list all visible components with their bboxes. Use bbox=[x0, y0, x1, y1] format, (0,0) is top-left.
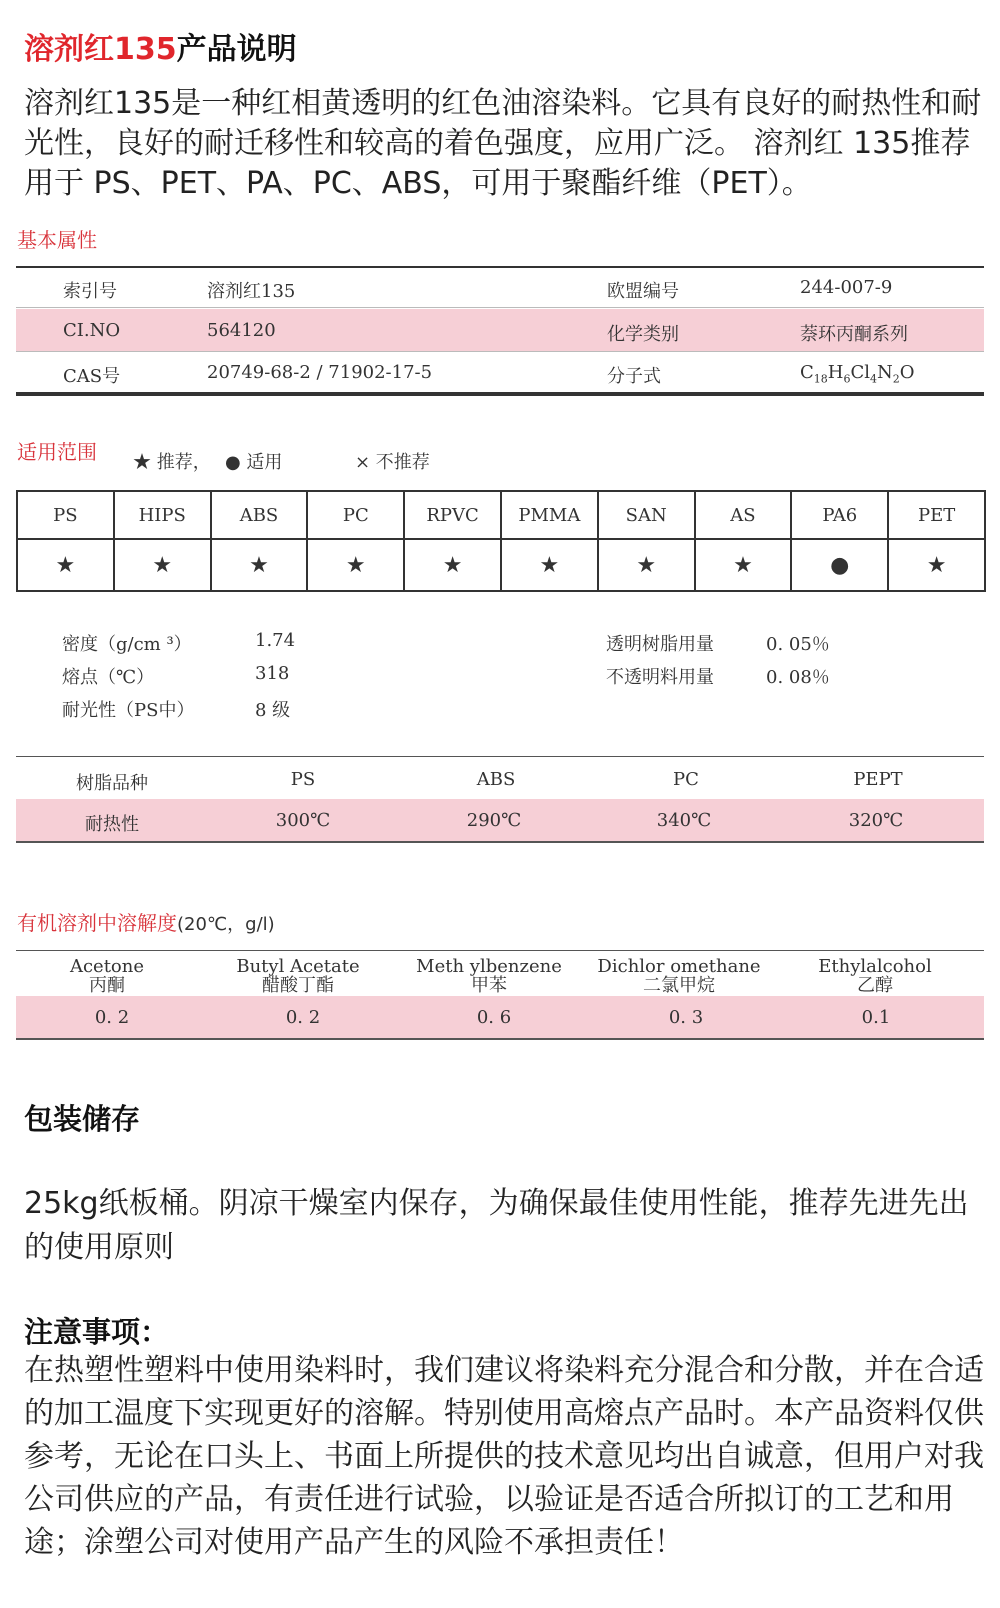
solubility-value: 0. 3 bbox=[668, 1007, 704, 1028]
basic-key: 分子式 bbox=[607, 366, 661, 387]
solvent-header: Dichlor omethane 二氯甲烷 bbox=[597, 956, 761, 996]
page-title bbox=[24, 24, 297, 68]
application-table bbox=[16, 490, 986, 592]
rating-symbol: ★ bbox=[598, 539, 695, 591]
resin-header: RPVC bbox=[404, 491, 501, 539]
solvent-header: Meth ylbenzene 甲苯 bbox=[416, 956, 562, 996]
property-label: 熔点（℃） bbox=[62, 667, 155, 688]
heat-table-top-rule bbox=[16, 756, 984, 757]
legend-recommended: ★ 推荐， bbox=[133, 452, 211, 473]
basic-key: 欧盟编号 bbox=[607, 281, 679, 302]
basic-value: 20749-68-2 / 71902-17-5 bbox=[207, 362, 433, 383]
heat-resin: PC bbox=[673, 769, 699, 790]
heat-row-label: 耐热性 bbox=[85, 814, 139, 835]
heat-value: 320℃ bbox=[848, 810, 904, 831]
solubility-value: 0.1 bbox=[861, 1007, 891, 1028]
solubility-table-top-rule bbox=[16, 950, 984, 951]
basic-value: 萘环丙酮系列 bbox=[800, 324, 908, 345]
property-label: 透明树脂用量 bbox=[606, 634, 714, 655]
solvent-header: Acetone 丙酮 bbox=[69, 956, 145, 996]
solvent-header: Ethylalcohol 乙醇 bbox=[818, 956, 932, 996]
basic-key: CI.NO bbox=[63, 320, 121, 341]
solvent-header: Butyl Acetate 醋酸丁酯 bbox=[236, 956, 360, 996]
heat-value: 340℃ bbox=[656, 810, 712, 831]
basic-value: 溶剂红135 bbox=[207, 281, 296, 302]
molecular-formula: $C_{18}H_6Cl_4N_2O$ bbox=[800, 362, 915, 386]
rating-symbol: ★ bbox=[211, 539, 308, 591]
notes-text: 在热塑性塑料中使用染料时，我们建议将染料充分混合和分散，并在合适的加工温度下实现更好的溶解。特别使用高熔点产品时。本产品资料仅供参考，无论在口头上、书面上所提供的技术意见均出自诚意，但用户对我公司供应的产品，有责任进行试验，以验证是否适合所拟订的工艺和用途；涂塑公司对使用产品产生的风险不承担责任！ bbox=[24, 1353, 984, 1560]
property-label: 不透明料用量 bbox=[606, 667, 714, 688]
basic-properties-heading: 基本属性 bbox=[17, 228, 97, 252]
solubility-unit: (20℃，g/l) bbox=[177, 914, 275, 935]
basic-value: 244-007-9 bbox=[800, 277, 893, 298]
title-accent: 溶剂红135 bbox=[24, 32, 177, 67]
legend-not-recommended: × 不推荐 bbox=[355, 452, 430, 473]
solubility-value: 0. 6 bbox=[476, 1007, 512, 1028]
intro-paragraph: 溶剂红135是一种红相黄透明的红色油溶染料。它具有良好的耐热性和耐光性，良好的耐迁移性和较高的着色强度，应用广泛。 溶剂红 135推荐用于 PS、PET、PA、PC、ABS，可用于聚酯纤维（PET）。 bbox=[24, 86, 982, 201]
heat-value: 300℃ bbox=[275, 810, 331, 831]
property-label: 密度（g/cm ³） bbox=[62, 634, 192, 655]
rating-symbol: ★ bbox=[17, 539, 114, 591]
packaging-text: 25kg纸板桶。阴凉干燥室内保存，为确保最佳使用性能，推荐先进先出的使用原则 bbox=[24, 1186, 969, 1265]
rating-symbol: ★ bbox=[695, 539, 792, 591]
heat-resin: ABS bbox=[476, 769, 516, 790]
basic-key: CAS号 bbox=[63, 366, 121, 387]
notes-title: 注意事项： bbox=[24, 1315, 170, 1349]
resin-header: PS bbox=[17, 491, 114, 539]
heat-resin: PEPT bbox=[853, 769, 903, 790]
property-value: 8 级 bbox=[255, 700, 291, 721]
application-heading: 适用范围 bbox=[17, 440, 97, 464]
resin-header: PET bbox=[888, 491, 985, 539]
basic-table-row-divider bbox=[16, 351, 984, 352]
property-label: 耐光性（PS中） bbox=[62, 700, 195, 721]
rating-symbol: ★ bbox=[404, 539, 501, 591]
property-value: 0. 08％ bbox=[766, 667, 830, 688]
basic-table-top-rule bbox=[16, 266, 984, 268]
heat-table-bottom-rule bbox=[16, 841, 984, 843]
resin-header: ABS bbox=[211, 491, 308, 539]
basic-value: 564120 bbox=[207, 320, 276, 341]
property-value: 1.74 bbox=[255, 630, 296, 651]
heat-header-label: 树脂品种 bbox=[76, 773, 148, 794]
rating-symbol: ★ bbox=[114, 539, 211, 591]
basic-key: 化学类别 bbox=[607, 324, 679, 345]
basic-table-row-divider bbox=[16, 307, 984, 308]
resin-header: AS bbox=[695, 491, 792, 539]
rating-symbol: ★ bbox=[888, 539, 985, 591]
solubility-value: 0. 2 bbox=[94, 1007, 130, 1028]
rating-symbol: ★ bbox=[307, 539, 404, 591]
rating-symbol: ● bbox=[791, 539, 888, 591]
property-value: 318 bbox=[255, 663, 290, 684]
resin-header: HIPS bbox=[114, 491, 211, 539]
legend-suitable: ● 适用 bbox=[225, 452, 283, 473]
solubility-heading: 有机溶剂中溶解度(20℃，g/l) bbox=[17, 911, 275, 935]
resin-header: SAN bbox=[598, 491, 695, 539]
solubility-table-bottom-rule bbox=[16, 1038, 984, 1040]
title-rest: 产品说明 bbox=[176, 32, 297, 67]
heat-resin: PS bbox=[290, 769, 316, 790]
resin-header: PA6 bbox=[791, 491, 888, 539]
packaging-title: 包装储存 bbox=[24, 1102, 141, 1136]
resin-header: PC bbox=[307, 491, 404, 539]
basic-key: 索引号 bbox=[63, 281, 117, 302]
property-value: 0. 05％ bbox=[766, 634, 830, 655]
resin-header: PMMA bbox=[501, 491, 598, 539]
heat-value: 290℃ bbox=[466, 810, 522, 831]
rating-symbol: ★ bbox=[501, 539, 598, 591]
solubility-value: 0. 2 bbox=[285, 1007, 321, 1028]
basic-table-bottom-rule bbox=[16, 392, 984, 396]
